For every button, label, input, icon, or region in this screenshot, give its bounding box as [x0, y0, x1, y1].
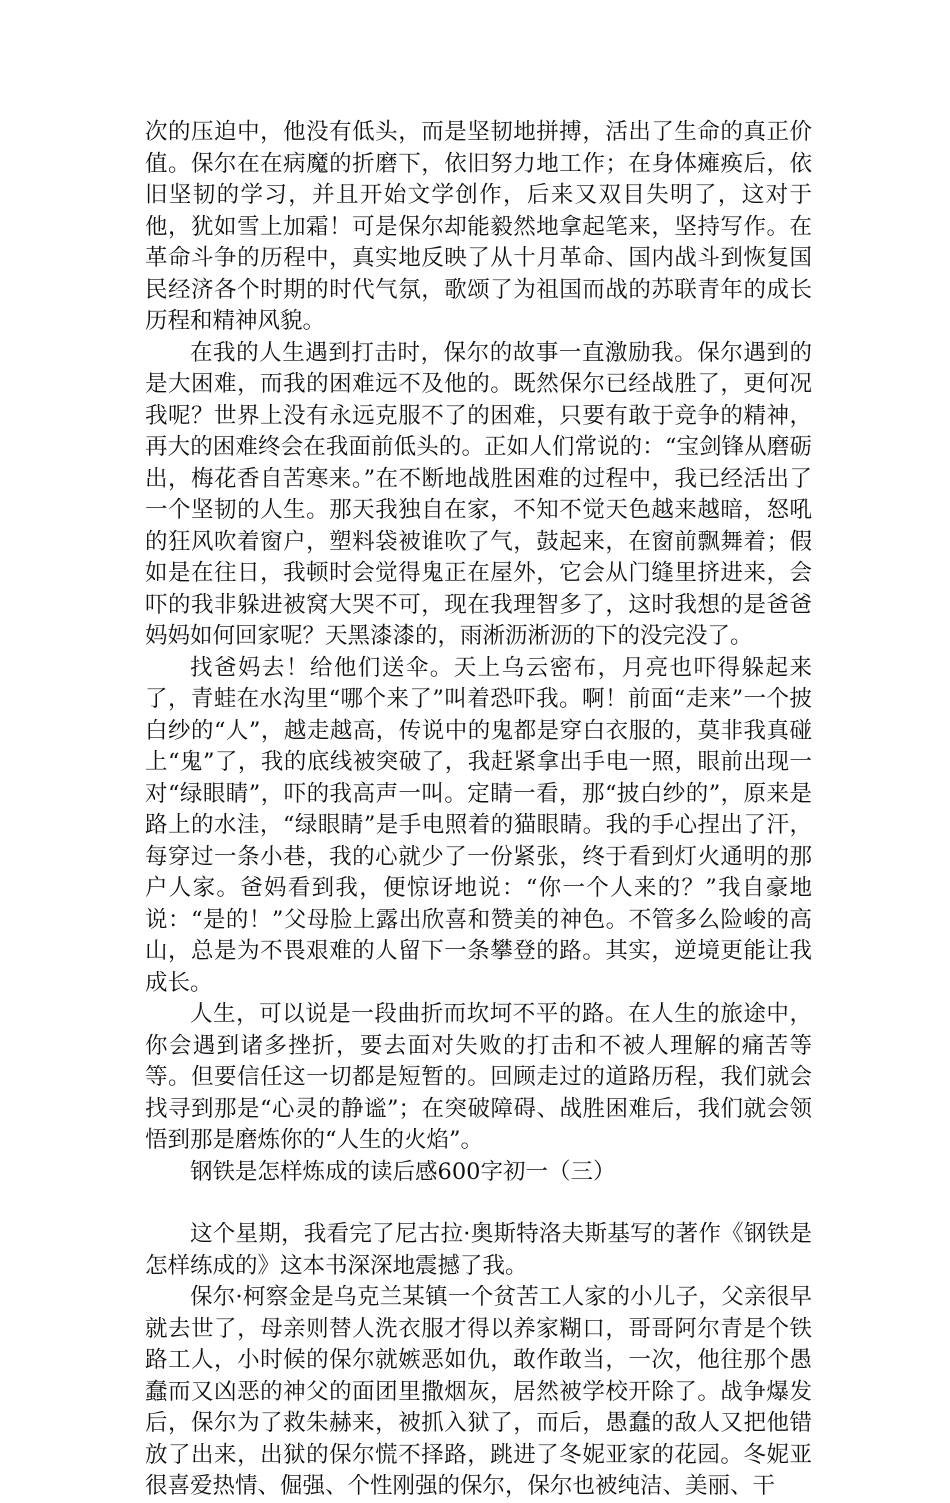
section-heading: 钢铁是怎样炼成的读后感600字初一（三） [190, 1158, 616, 1185]
section-gap [145, 1188, 812, 1219]
paragraph-book-intro: 这个星期，我看完了尼古拉·奥斯特洛夫斯基写的著作《钢铁是怎样练成的》这本书深深地震撼了我。 [145, 1221, 812, 1279]
paragraph-life-reflection: 人生，可以说是一段曲折而坎坷不平的路。在人生的旅途中，你会遇到诸多挫折，要去面对失败的打击和不被人理解的痛苦等等。但要信任这一切都是短暂的。回顾走过的道路历程，我们就会找寻到那是“心灵的静谧”；在突破障碍、战胜困难后，我们就会领悟到那是磨炼你的“人生的火焰”。 [145, 1001, 812, 1153]
document-page [145, 117, 812, 1503]
paragraph-pavel-background: 保尔·柯察金是乌克兰某镇一个贫苦工人家的小儿子，父亲很早就去世了，母亲则替人洗衣服才得以养家糊口，哥哥阿尔青是个铁路工人，小时候的保尔就嫉恶如仇，敢作敢当，一次，他往那个愚蠢而又凶恶的神父的面团里撒烟灰，居然被学校开除了。战争爆发后，保尔为了救朱赫来，被抓入狱了，而后，愚蠢的敌人又把他错放了出来，出狱的保尔慌不择路，跳进了冬妮亚家的花园。冬妮亚很喜爱热情、倔强、个性刚强的保尔，保尔也被纯洁、美丽、干 [145, 1284, 812, 1499]
paragraph-umbrella-story: 找爸妈去！给他们送伞。天上乌云密布，月亮也吓得躲起来了，青蛙在水沟里“哪个来了”叫着恐吓我。啊！前面“走来”一个披白纱的“人”，越走越高，传说中的鬼都是穿白衣服的，莫非我真碰上“鬼”了，我的底线被突破了，我赶紧拿出手电一照，眼前出现一对“绿眼睛”，吓的我高声一叫。定睛一看，那“披白纱的”，原来是路上的水洼，“绿眼睛”是手电照着的猫眼睛。我的手心捏出了汗，每穿过一条小巷，我的心就少了一份紧张，终于看到灯火通明的那户人家。爸妈看到我，便惊讶地说：“你一个人来的？”我自豪地说：“是的！”父母脸上露出欣喜和赞美的神色。不管多么险峻的高山，总是为不畏艰难的人留下一条攀登的路。其实，逆境更能让我成长。 [145, 654, 812, 996]
paragraph-continuation: 次的压迫中，他没有低头，而是坚韧地拼搏，活出了生命的真正价值。保尔在在病魔的折磨下，依旧努力地工作；在身体瘫痪后，依旧坚韧的学习，并且开始文学创作，后来又双目失明了，这对于他，犹如雪上加霜！可是保尔却能毅然地拿起笔来，坚持写作。在革命斗争的历程中，真实地反映了从十月革命、国内战斗到恢复国民经济各个时期的时代气氛，歌颂了为祖国而战的苏联青年的成长历程和精神风貌。 [145, 119, 812, 334]
paragraph-encouragement: 在我的人生遇到打击时，保尔的故事一直激励我。保尔遇到的是大困难，而我的困难远不及他的。既然保尔已经战胜了，更何况我呢？世界上没有永远克服不了的困难，只要有敢于竞争的精神，再大的困难终会在我面前低头的。正如人们常说的：“宝剑锋从磨砺出，梅花香自苦寒来。”在不断地战胜困难的过程中，我已经活出了一个坚韧的人生。那天我独自在家，不知不觉天色越来越暗，怒吼的狂风吹着窗户，塑料袋被谁吹了气，鼓起来，在窗前飘舞着；假如是在往日，我顿时会觉得鬼正在屋外，它会从门缝里挤进来，会吓的我非躲进被窝大哭不可，现在我理智多了，这时我想的是爸爸妈妈如何回家呢？天黑漆漆的，雨淅沥淅沥的下的没完没了。 [145, 339, 812, 649]
